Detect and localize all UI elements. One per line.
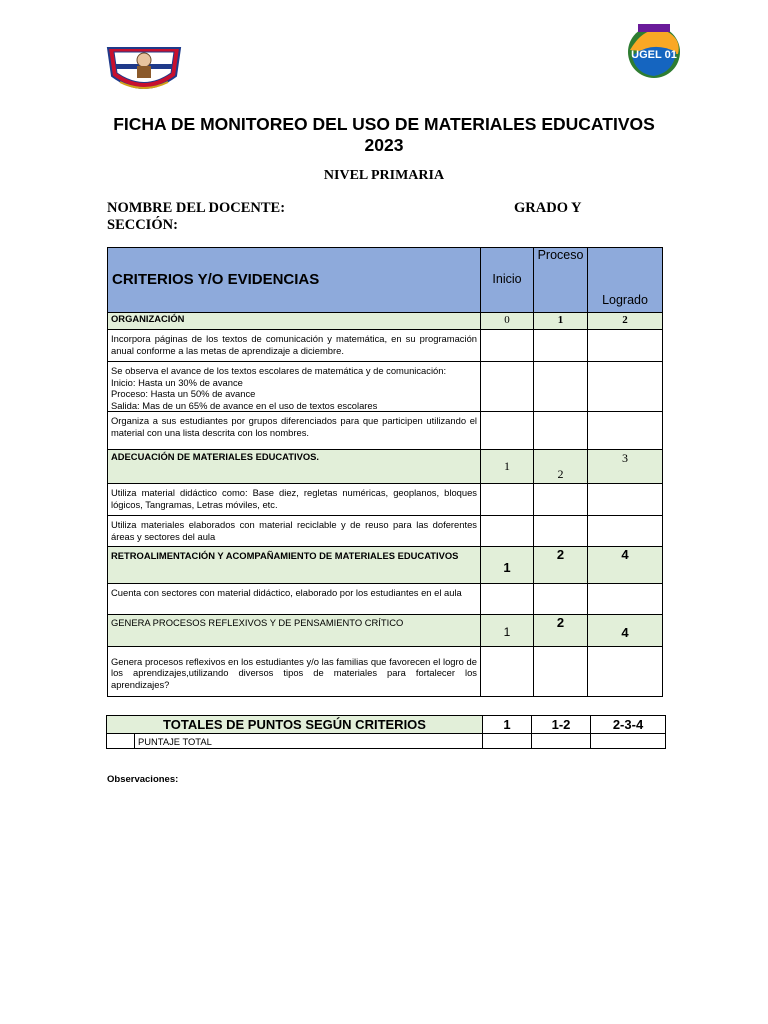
section-title: GENERA PROCESOS REFLEXIVOS Y DE PENSAMIENTO CRÍTICO xyxy=(108,615,481,647)
grado-label: GRADO Y xyxy=(514,200,582,216)
logrado-cell[interactable] xyxy=(588,647,663,697)
criterion-text: Genera procesos reflexivos en los estudiantes y/o las familias que favorecen el logro de los aprendizajes,utilizando diversos tipos de materiales para fortalecer los aprendizajes? xyxy=(108,647,481,697)
header-logrado: Logrado xyxy=(588,248,663,313)
score-logrado: 4 xyxy=(588,547,663,584)
proceso-cell[interactable] xyxy=(534,516,588,547)
inicio-cell[interactable] xyxy=(481,362,534,412)
table-row xyxy=(108,484,663,516)
proceso-cell[interactable] xyxy=(534,584,588,615)
proceso-cell[interactable] xyxy=(534,484,588,516)
criterion-text xyxy=(108,362,481,412)
observaciones-label: Observaciones: xyxy=(107,774,179,785)
title-line-2: 2023 xyxy=(364,135,404,155)
puntaje-proceso-cell[interactable] xyxy=(532,734,591,749)
header-criterios: CRITERIOS Y/O EVIDENCIAS xyxy=(108,248,481,313)
table-header-row xyxy=(108,248,663,313)
puntaje-inicio-cell[interactable] xyxy=(483,734,532,749)
inicio-cell[interactable] xyxy=(481,516,534,547)
score-inicio: 1 xyxy=(481,615,534,647)
table-row xyxy=(108,362,663,412)
table-row xyxy=(108,412,663,450)
criterion-text: Cuenta con sectores con material didáctico, elaborado por los estudiantes en el aula xyxy=(108,584,481,615)
logrado-cell[interactable] xyxy=(588,584,663,615)
totals-logrado: 2-3-4 xyxy=(591,716,666,734)
logrado-cell[interactable] xyxy=(588,412,663,450)
section-title: RETROALIMENTACIÓN Y ACOMPAÑAMIENTO DE MATERIALES EDUCATIVOS xyxy=(108,547,481,584)
nivel-label: NIVEL PRIMARIA xyxy=(323,168,445,183)
score-inicio: 1 xyxy=(481,450,534,484)
proceso-cell[interactable] xyxy=(534,330,588,362)
table-row xyxy=(108,516,663,547)
criterion-text: Organiza a sus estudiantes por grupos diferenciados para que participen utilizando el material con una lista descrita con los nombres. xyxy=(108,412,481,450)
inicio-cell[interactable] xyxy=(481,484,534,516)
score-proceso: 2 xyxy=(534,450,588,484)
proceso-cell[interactable] xyxy=(534,647,588,697)
table-row xyxy=(108,330,663,362)
section-title: ADECUACIÓN DE MATERIALES EDUCATIVOS. xyxy=(108,450,481,484)
section-row-procesos-reflexivos xyxy=(108,615,663,647)
criterion-text: Utiliza materiales elaborados con material reciclable y de reuso para las doferentes áreas y sectores del aula xyxy=(108,516,481,547)
criterion-line: Proceso: Hasta un 50% de avance xyxy=(111,388,256,399)
puntaje-logrado-cell[interactable] xyxy=(591,734,666,749)
proceso-cell[interactable] xyxy=(534,362,588,412)
logrado-cell[interactable] xyxy=(588,516,663,547)
criterion-line: Salida: Mas de un 65% de avance en el uso de textos escolares xyxy=(111,399,378,411)
inicio-cell[interactable] xyxy=(481,412,534,450)
inicio-cell[interactable] xyxy=(481,330,534,362)
seccion-label: SECCIÓN: xyxy=(107,217,178,233)
score-logrado: 2 xyxy=(588,313,663,330)
criteria-table xyxy=(107,247,663,697)
logrado-cell[interactable] xyxy=(588,362,663,412)
header-proceso: Proceso xyxy=(534,248,588,313)
score-logrado: 3 xyxy=(588,450,663,484)
totals-header-row xyxy=(107,716,666,734)
logrado-cell[interactable] xyxy=(588,484,663,516)
ugel-logo xyxy=(624,20,684,80)
puntaje-row xyxy=(107,734,666,749)
criterion-line: Se observa el avance de los textos escolares de matemática y de comunicación: xyxy=(111,365,447,376)
docente-label: NOMBRE DEL DOCENTE: xyxy=(107,200,286,216)
title-line-1: FICHA DE MONITOREO DEL USO DE MATERIALES EDUCATIVOS xyxy=(113,114,655,134)
criterion-line: Inicio: Hasta un 30% de avance xyxy=(111,376,243,388)
score-proceso: 2 xyxy=(534,547,588,584)
section-row-retroalimentacion xyxy=(108,547,663,584)
puntaje-total-label: PUNTAJE TOTAL xyxy=(135,734,483,749)
score-proceso: 1 xyxy=(534,313,588,330)
inicio-cell[interactable] xyxy=(481,647,534,697)
totals-title: TOTALES DE PUNTOS SEGÚN CRITERIOS xyxy=(107,716,483,734)
score-logrado: 4 xyxy=(588,615,663,647)
section-row-adecuacion xyxy=(108,450,663,484)
criterion-text: Incorpora páginas de los textos de comunicación y matemática, en su programación anual conforme a las metas de aprendizaje a diciembre. xyxy=(108,330,481,362)
table-row xyxy=(108,647,663,697)
school-crest-logo xyxy=(106,42,182,98)
ugel-logo-text: UGEL 01 xyxy=(631,49,677,61)
document-title xyxy=(60,114,708,156)
inicio-cell[interactable] xyxy=(481,584,534,615)
totals-table xyxy=(106,715,666,749)
score-proceso: 2 xyxy=(534,615,588,647)
section-title: ORGANIZACIÓN xyxy=(108,313,481,330)
table-row xyxy=(108,584,663,615)
proceso-cell[interactable] xyxy=(534,412,588,450)
logrado-cell[interactable] xyxy=(588,330,663,362)
criterion-text: Utiliza material didáctico como: Base diez, regletas numéricas, geoplanos, bloques lógicos, Tangramas, Letras móviles, etc. xyxy=(108,484,481,516)
blank-cell xyxy=(107,734,135,749)
section-row-organizacion xyxy=(108,313,663,330)
header-inicio: Inicio xyxy=(481,248,534,313)
totals-inicio: 1 xyxy=(483,716,532,734)
totals-proceso: 1-2 xyxy=(532,716,591,734)
score-inicio: 1 xyxy=(481,547,534,584)
score-inicio: 0 xyxy=(481,313,534,330)
